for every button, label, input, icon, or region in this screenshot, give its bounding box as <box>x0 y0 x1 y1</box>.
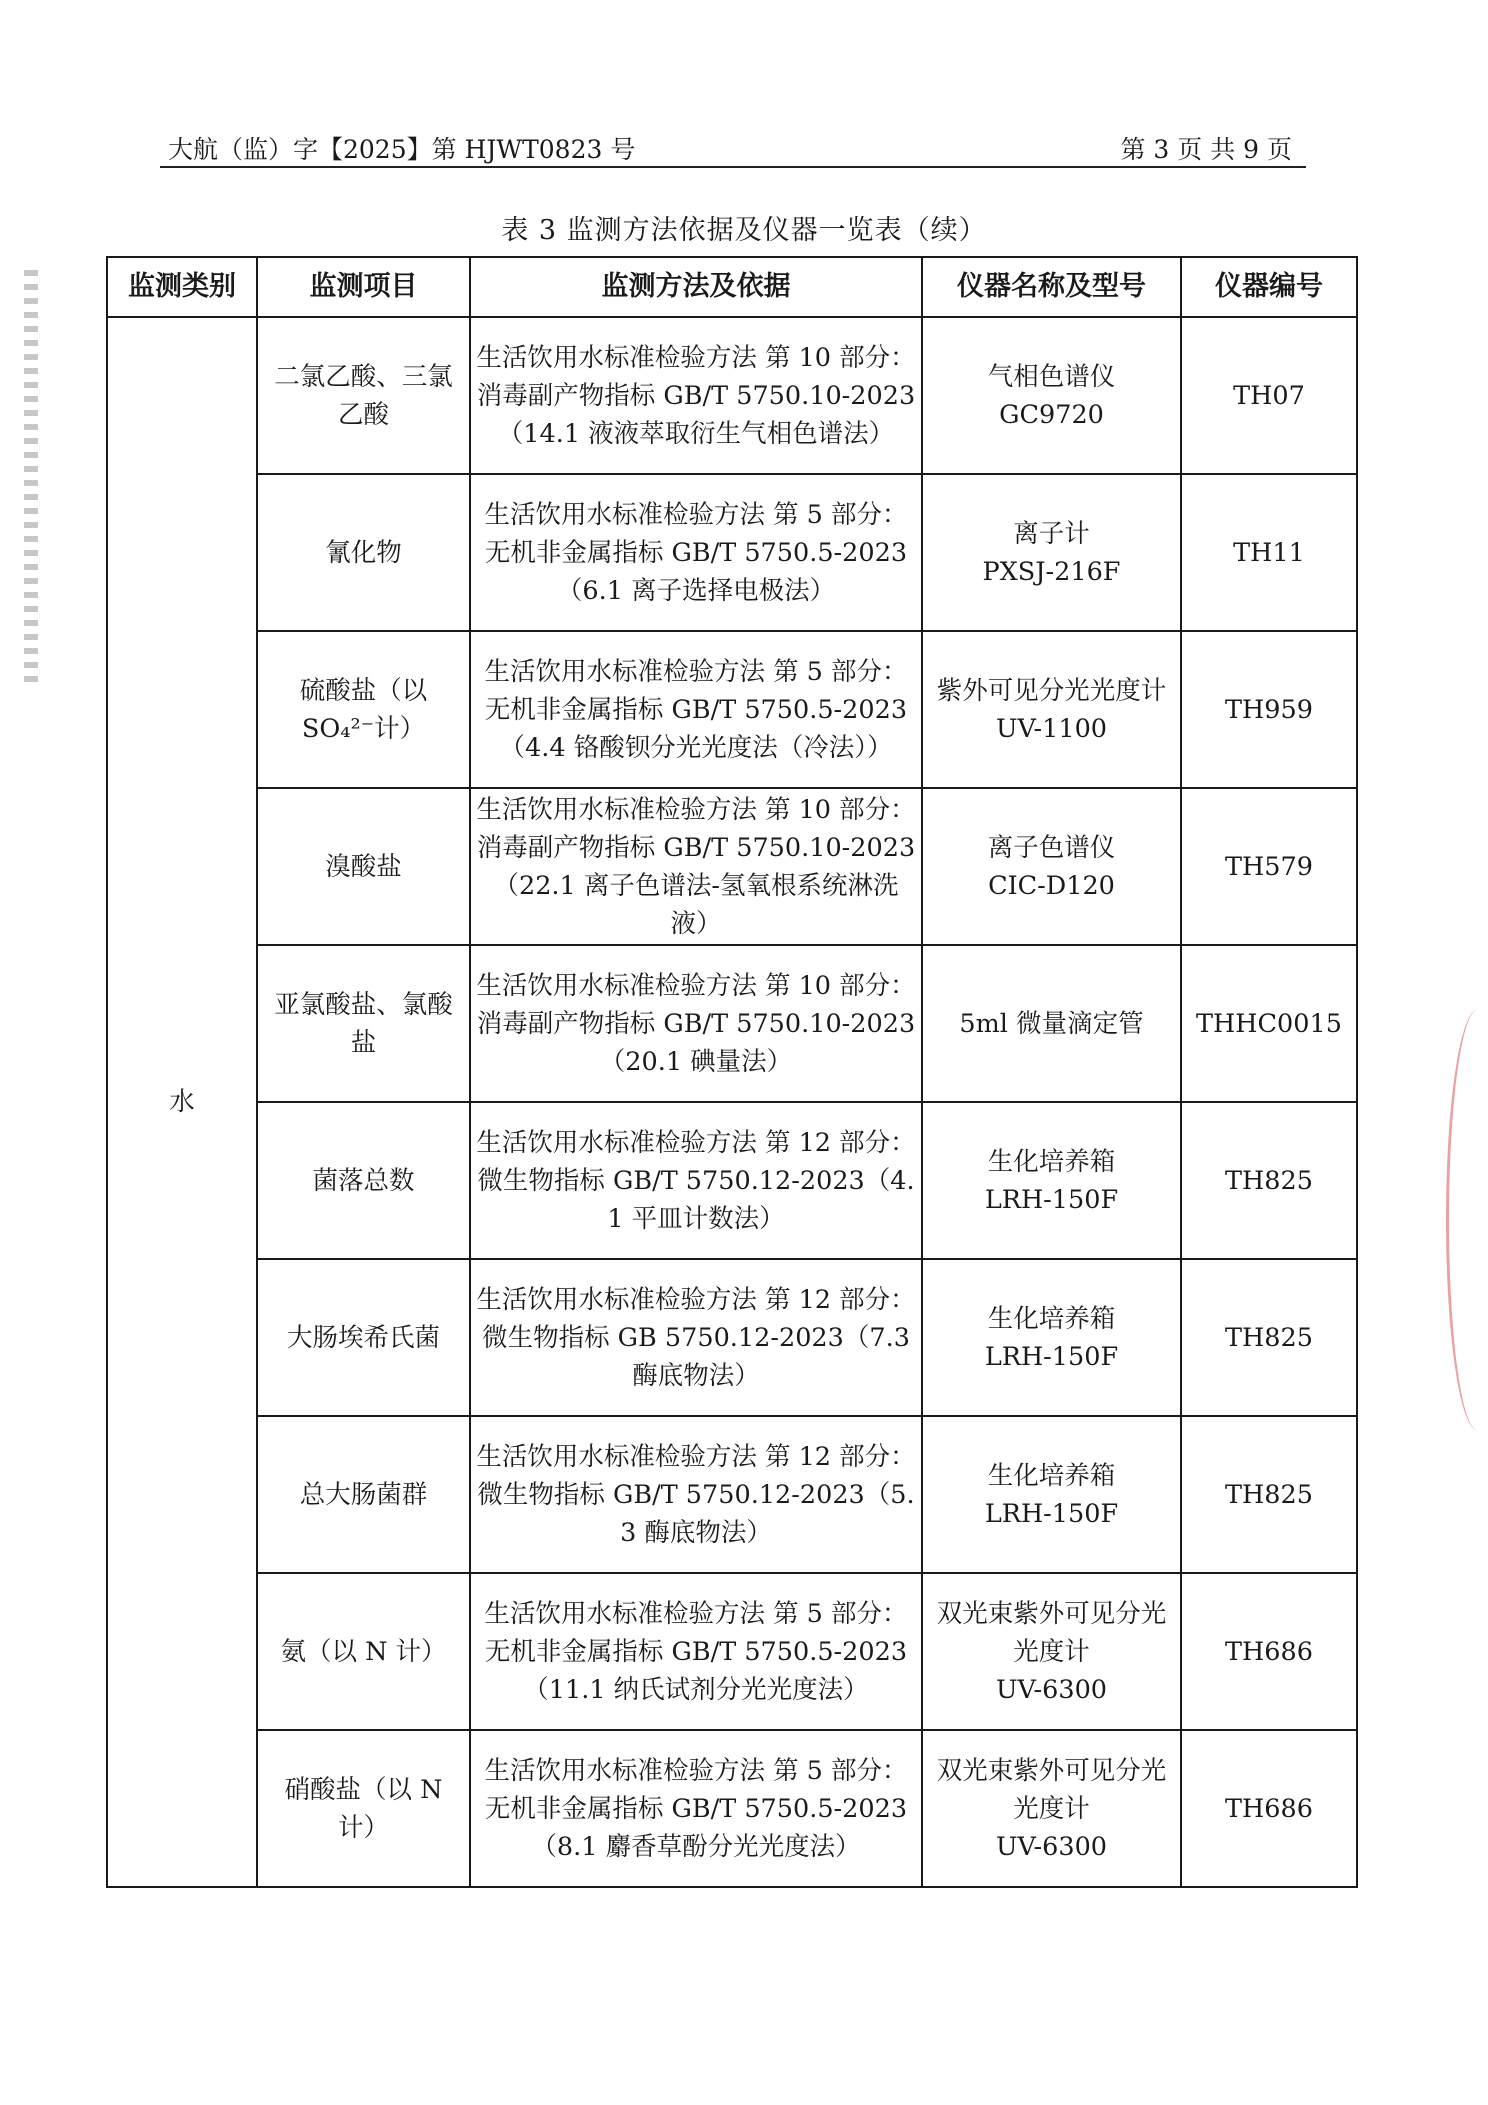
table-row <box>107 631 1357 788</box>
method-cell: 生活饮用水标准检验方法 第 5 部分：无机非金属指标 GB/T 5750.5-2023（11.1 纳氏试剂分光光度法） <box>470 1573 922 1730</box>
instrument-no-cell: TH825 <box>1181 1416 1357 1573</box>
instrument-cell <box>922 1259 1181 1416</box>
column-header-method: 监测方法及依据 <box>470 257 922 317</box>
instrument-no-cell: TH686 <box>1181 1573 1357 1730</box>
instrument-name: 双光束紫外可见分光光度计 <box>936 1598 1167 1667</box>
table-row <box>107 788 1357 945</box>
table-row <box>107 945 1357 1102</box>
table-row <box>107 474 1357 631</box>
item-cell: 硫酸盐（以 SO₄²⁻计） <box>257 631 470 788</box>
instrument-cell <box>922 317 1181 474</box>
table-row <box>107 1102 1357 1259</box>
instrument-model: GC9720 <box>999 399 1104 430</box>
item-cell: 溴酸盐 <box>257 788 470 945</box>
page-number: 第 3 页 共 9 页 <box>1120 135 1292 164</box>
instrument-name: 紫外可见分光光度计 <box>936 675 1167 706</box>
item-cell: 氰化物 <box>257 474 470 631</box>
seal-stamp-edge <box>1446 1010 1488 1430</box>
method-cell: 生活饮用水标准检验方法 第 5 部分：无机非金属指标 GB/T 5750.5-2023（6.1 离子选择电极法） <box>470 474 922 631</box>
item-cell: 二氯乙酸、三氯乙酸 <box>257 317 470 474</box>
table-caption: 表 3 监测方法依据及仪器一览表（续） <box>501 215 987 246</box>
method-cell: 生活饮用水标准检验方法 第 5 部分：无机非金属指标 GB/T 5750.5-2023（4.4 铬酸钡分光光度法（冷法）） <box>470 631 922 788</box>
instrument-no-cell: TH07 <box>1181 317 1357 474</box>
column-header-instrument: 仪器名称及型号 <box>922 257 1181 317</box>
item-cell: 菌落总数 <box>257 1102 470 1259</box>
table-row <box>107 1416 1357 1573</box>
item-cell: 总大肠菌群 <box>257 1416 470 1573</box>
instrument-no-cell: TH579 <box>1181 788 1357 945</box>
table-row <box>107 1259 1357 1416</box>
item-cell: 氨（以 N 计） <box>257 1573 470 1730</box>
instrument-name: 生化培养箱 <box>987 1146 1116 1177</box>
instrument-name: 离子计 <box>1013 518 1090 549</box>
instrument-cell <box>922 1102 1181 1259</box>
instrument-model: LRH-150F <box>984 1341 1119 1372</box>
column-header-item: 监测项目 <box>257 257 470 317</box>
instrument-name: 5ml 微量滴定管 <box>959 1008 1144 1039</box>
instrument-model: LRH-150F <box>984 1184 1119 1215</box>
table-row <box>107 1730 1357 1887</box>
scan-binding-marks <box>24 270 38 690</box>
method-cell: 生活饮用水标准检验方法 第 5 部分：无机非金属指标 GB/T 5750.5-2023（8.1 麝香草酚分光光度法） <box>470 1730 922 1887</box>
instrument-cell <box>922 788 1181 945</box>
instrument-model: UV-6300 <box>995 1674 1108 1705</box>
instrument-no-cell: TH825 <box>1181 1102 1357 1259</box>
method-cell: 生活饮用水标准检验方法 第 10 部分：消毒副产物指标 GB/T 5750.10-2023（20.1 碘量法） <box>470 945 922 1102</box>
item-cell: 大肠埃希氏菌 <box>257 1259 470 1416</box>
item-cell: 硝酸盐（以 N 计） <box>257 1730 470 1887</box>
instrument-model: UV-1100 <box>995 713 1108 744</box>
instrument-cell <box>922 1730 1181 1887</box>
instrument-name: 气相色谱仪 <box>987 361 1116 392</box>
category-cell: 水 <box>107 317 257 1887</box>
instrument-model: LRH-150F <box>984 1498 1119 1529</box>
method-cell: 生活饮用水标准检验方法 第 12 部分：微生物指标 GB/T 5750.12-2023（4.1 平皿计数法） <box>470 1102 922 1259</box>
methods-instruments-table <box>106 256 1358 1888</box>
instrument-cell <box>922 1573 1181 1730</box>
column-header-category: 监测类别 <box>107 257 257 317</box>
column-header-instrument-no: 仪器编号 <box>1181 257 1357 317</box>
table-row <box>107 1573 1357 1730</box>
method-cell: 生活饮用水标准检验方法 第 10 部分：消毒副产物指标 GB/T 5750.10-2023 （22.1 离子色谱法-氢氧根系统淋洗液） <box>470 788 922 945</box>
method-cell: 生活饮用水标准检验方法 第 10 部分：消毒副产物指标 GB/T 5750.10-2023（14.1 液液萃取衍生气相色谱法） <box>470 317 922 474</box>
instrument-no-cell: TH686 <box>1181 1730 1357 1887</box>
instrument-model: UV-6300 <box>995 1831 1108 1862</box>
instrument-no-cell: THHC0015 <box>1181 945 1357 1102</box>
table-header-row <box>107 257 1357 317</box>
instrument-cell <box>922 945 1181 1102</box>
table-row <box>107 317 1357 474</box>
instrument-name: 离子色谱仪 <box>987 832 1116 863</box>
instrument-no-cell: TH11 <box>1181 474 1357 631</box>
instrument-cell <box>922 1416 1181 1573</box>
method-cell: 生活饮用水标准检验方法 第 12 部分：微生物指标 GB/T 5750.12-2023（5.3 酶底物法） <box>470 1416 922 1573</box>
instrument-name: 生化培养箱 <box>987 1460 1116 1491</box>
instrument-cell <box>922 631 1181 788</box>
instrument-no-cell: TH959 <box>1181 631 1357 788</box>
instrument-name: 生化培养箱 <box>987 1303 1116 1334</box>
page-header <box>160 126 1306 168</box>
instrument-name: 双光束紫外可见分光光度计 <box>936 1755 1167 1824</box>
method-cell: 生活饮用水标准检验方法 第 12 部分：微生物指标 GB 5750.12-2023（7.3 酶底物法） <box>470 1259 922 1416</box>
report-reference: 大航（监）字【2025】第 HJWT0823 号 <box>168 135 636 164</box>
instrument-no-cell: TH825 <box>1181 1259 1357 1416</box>
instrument-model: PXSJ-216F <box>982 556 1121 587</box>
item-cell: 亚氯酸盐、氯酸盐 <box>257 945 470 1102</box>
instrument-cell <box>922 474 1181 631</box>
instrument-model: CIC-D120 <box>988 870 1115 901</box>
